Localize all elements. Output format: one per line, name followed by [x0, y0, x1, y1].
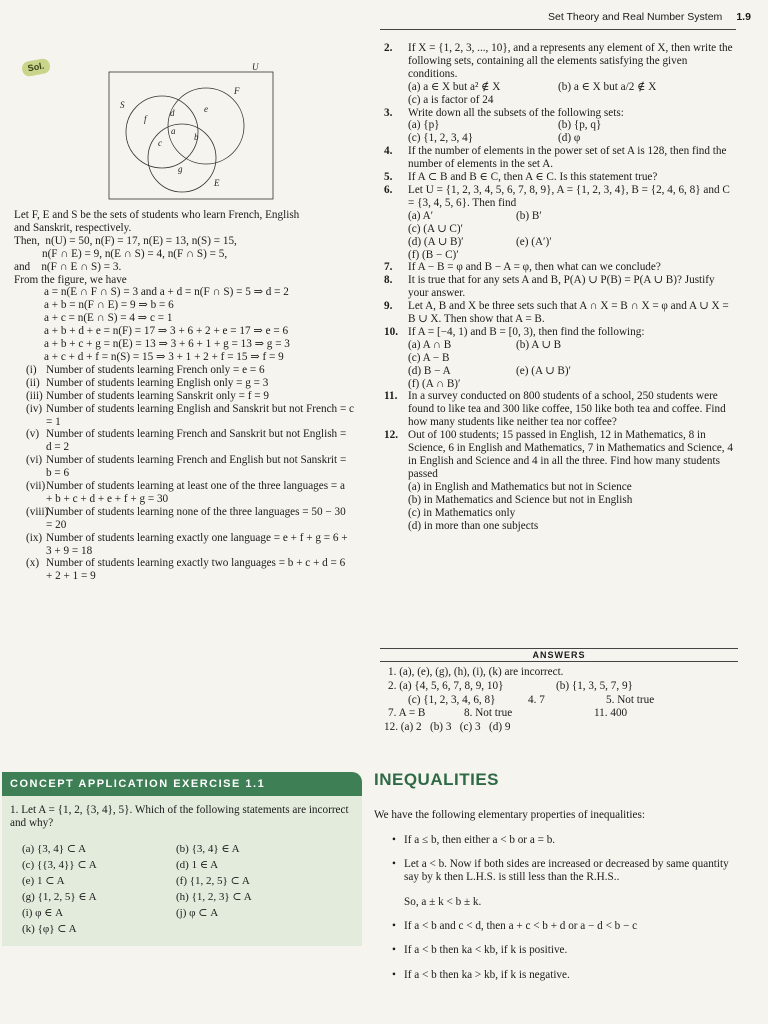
- exercise-option: (c) {{3, 4}} ⊂ A: [22, 859, 97, 871]
- inequalities-intro: We have the following elementary properties of inequalities:: [374, 809, 645, 822]
- equation-line: a + c = n(E ∩ S) = 4 ⇒ c = 1: [44, 312, 173, 325]
- question-subparts: [384, 236, 734, 262]
- question-subparts: [384, 507, 734, 520]
- question-subparts: [384, 365, 734, 391]
- result-item: (ii) Number of students learning English only = g = 3: [26, 376, 269, 389]
- question-subpart: (b) a ∈ X but a/2 ∉ X: [558, 80, 657, 93]
- region-d: d: [170, 108, 175, 118]
- running-header: [548, 11, 751, 23]
- question-text: Out of 100 students; 15 passed in English, 12 in Mathematics, 8 in Science, 6 in English and Mathematics, 7 in Mathematics and Science, 4 in English and Science and 4 in all the three. Find how many students passed: [408, 429, 733, 480]
- question-subpart: (d) in more than one subjects: [408, 519, 539, 532]
- question-text: If the number of elements in the power set of set A is 128, then find the number of elements in the set A.: [408, 145, 727, 171]
- answer-row: 2. (a) {4, 5, 6, 7, 8, 9, 10} (b) {1, 3, 5, 7, 9}: [388, 679, 633, 692]
- question-subpart: (f) (A ∩ B)′: [408, 377, 461, 390]
- question-text: If X = {1, 2, 3, ..., 10}, and a represents any element of X, then write the following sets, containing all the elements satisfying the given conditions.: [408, 42, 733, 80]
- inequality-bullet: • If a < b and c < d, then a + c < b + d or a − d < b − c: [374, 920, 734, 933]
- circle-s: [126, 96, 198, 168]
- question-number: 11.: [384, 390, 398, 403]
- question-subpart: (a) a ∈ X but a² ∉ X: [408, 80, 501, 93]
- question-number: 12.: [384, 429, 398, 442]
- question-item: [384, 107, 734, 120]
- question-subparts: [384, 132, 734, 145]
- question-subparts: [384, 210, 734, 236]
- exercise-option: (g) {1, 2, 5} ∈ A: [22, 891, 97, 903]
- question-number: 7.: [384, 261, 393, 274]
- answer-row: 7. A = B 8. Not true 11. 400: [388, 707, 628, 720]
- question-text: In a survey conducted on 800 students of a school, 250 students were found to like tea and 300 like coffee, 150 like both tea and coffee. Find how many students like neither tea nor coffee?: [408, 390, 726, 429]
- exercise-option: (i) φ ∈ A: [22, 907, 64, 919]
- equation-line: a + b + d + e = n(F) = 17 ⇒ 3 + 6 + 2 + e = 17 ⇒ e = 6: [44, 325, 289, 338]
- exercise-option: (k) {φ} ⊂ A: [22, 923, 77, 935]
- question-item: [384, 171, 734, 184]
- question-text: Let U = {1, 2, 3, 4, 5, 6, 7, 8, 9}, A = {1, 2, 3, 4}, B = {2, 4, 6, 8} and C = {3, 4, 5, 6}. Then find: [408, 183, 730, 209]
- label-e: E: [214, 178, 220, 188]
- question-subparts: [384, 520, 734, 533]
- question-subpart: (b) B′: [516, 209, 542, 222]
- question-item: [384, 42, 734, 81]
- exercise-option: (e) 1 ⊂ A: [22, 875, 65, 887]
- question-subpart: (b) in Mathematics and Science but not in English: [408, 493, 633, 506]
- question-item: [384, 300, 734, 326]
- equation-line: a + c + d + f = n(S) = 15 ⇒ 3 + 1 + 2 + f = 15 ⇒ f = 9: [44, 350, 284, 363]
- question-subpart: (d) (A ∪ B)′: [408, 235, 464, 248]
- result-item: (vii)Number of students learning at least one of the three languages = a + b + c + d + e + f + g = 30: [26, 480, 345, 505]
- inequality-bullet: • If a ≤ b, then either a < b or a = b.: [374, 834, 734, 847]
- question-number: 3.: [384, 106, 393, 119]
- question-number: 6.: [384, 183, 393, 196]
- label-s: S: [120, 100, 125, 110]
- answer-row: 12. (a) 2 (b) 3 (c) 3 (d) 9: [384, 721, 511, 734]
- circle-f: [168, 88, 244, 164]
- question-item: [384, 261, 734, 274]
- result-item: (ix) Number of students learning exactly one language = e + f + g = 6 + 3 + 9 = 18: [26, 531, 348, 557]
- result-item: (vi) Number of students learning French and English but not Sanskrit = b = 6: [26, 454, 347, 480]
- question-item: [384, 145, 734, 171]
- question-text: Write down all the subsets of the following sets:: [408, 106, 624, 119]
- question-number: 5.: [384, 171, 393, 184]
- page-number: 1.9: [736, 11, 751, 23]
- question-item: [384, 326, 734, 339]
- exercise-option: (d) 1 ∈ A: [176, 859, 219, 871]
- equation-line: a + b + c + g = n(E) = 13 ⇒ 3 + 6 + 1 + g = 13 ⇒ g = 3: [44, 338, 290, 351]
- solution-line: From the figure, we have: [14, 273, 127, 286]
- question-item: [384, 390, 734, 429]
- solution-badge: Sol.: [21, 58, 51, 78]
- solution-line: Then, n(U) = 50, n(F) = 17, n(E) = 13, n(S) = 15,: [14, 234, 237, 247]
- inequality-bullet: • Let a < b. Now if both sides are increased or decreased by same quantity say by k then L.H.S. is still less than the R.H.S..: [374, 858, 734, 884]
- question-subparts: [384, 339, 734, 365]
- solution-line: and n(F ∩ E ∩ S) = 3.: [14, 260, 122, 273]
- inequalities-text: [374, 798, 734, 993]
- question-subpart: (c) in Mathematics only: [408, 506, 516, 519]
- question-subpart: (a) A ∩ B: [408, 338, 452, 351]
- region-c: c: [158, 138, 162, 148]
- question-item: [384, 429, 734, 481]
- question-number: 10.: [384, 325, 398, 338]
- question-subpart: (a) {p}: [408, 119, 440, 132]
- inequality-bullet: • If a < b then ka > kb, if k is negative.: [374, 969, 734, 982]
- question-subpart: (a) A′: [408, 209, 434, 222]
- question-number: 9.: [384, 300, 393, 313]
- question-subpart: (b) {p, q}: [558, 119, 602, 132]
- question-subpart: (f) (B − C)′: [408, 248, 459, 261]
- region-f: f: [144, 114, 147, 124]
- question-subpart: (e) (A ∪ B)′: [516, 364, 572, 377]
- question-subparts: [384, 119, 734, 132]
- exercise-option: (f) {1, 2, 5} ⊂ A: [176, 875, 250, 887]
- exercise-option: (h) {1, 2, 3} ⊂ A: [176, 891, 252, 903]
- equation-line: a = n(E ∩ F ∩ S) = 3 and a + d = n(F ∩ S) = 5 ⇒ d = 2: [44, 286, 289, 299]
- question-subparts: [384, 494, 734, 507]
- exercise-question-1: 1. Let A = {1, 2, {3, 4}, 5}. Which of the following statements are incorrect and why?: [10, 804, 349, 829]
- result-item: (x) Number of students learning exactly two languages = b + c + d = 6 + 2 + 1 = 9: [26, 557, 346, 583]
- result-item: (i) Number of students learning French only = e = 6: [26, 363, 265, 376]
- region-g: g: [178, 164, 183, 174]
- question-item: [384, 184, 734, 210]
- venn-diagram: [108, 60, 274, 200]
- result-item: (iii) Number of students learning Sanskrit only = f = 9: [26, 389, 269, 402]
- question-text: If A − B = φ and B − A = φ, then what can we conclude?: [408, 261, 661, 274]
- question-subpart: (c) a is factor of 24: [408, 93, 494, 106]
- region-b: b: [194, 132, 199, 142]
- inequality-bullet: • If a < b then ka < kb, if k is positive.: [374, 944, 734, 957]
- question-subpart: (b) A ∪ B: [516, 338, 562, 351]
- answer-row: (c) {1, 2, 3, 4, 6, 8} 4. 7 5. Not true: [408, 693, 655, 706]
- question-subparts: [384, 81, 734, 94]
- answers-block: [384, 666, 734, 735]
- question-subpart: (c) {1, 2, 3, 4}: [408, 132, 474, 145]
- question-text: If A ⊂ B and B ∈ C, then A ∈ C. Is this statement true?: [408, 171, 658, 184]
- question-text: If A = [−4, 1) and B = [0, 3), then find the following:: [408, 325, 645, 338]
- question-text: It is true that for any sets A and B, P(A) ∪ P(B) = P(A ∪ B)? Justify your answer.: [408, 274, 715, 300]
- answer-row: 1. (a), (e), (g), (h), (i), (k) are incorrect.: [388, 666, 564, 678]
- inequality-note: So, a ± k < b ± k.: [404, 895, 482, 908]
- circle-e: [148, 124, 216, 192]
- header-rule: [380, 29, 736, 30]
- equation-line: a + b = n(F ∩ E) = 9 ⇒ b = 6: [44, 299, 174, 312]
- label-f: F: [234, 86, 240, 96]
- question-subparts: [384, 481, 734, 494]
- question-text: Let A, B and X be three sets such that A ∩ X = B ∩ X = φ and A ∪ X = B ∪ X. Then show that A = B.: [408, 300, 729, 326]
- label-u: U: [252, 62, 259, 72]
- solution-line: n(F ∩ E) = 9, n(E ∩ S) = 4, n(F ∩ S) = 5,: [14, 247, 228, 260]
- venn-svg: [108, 60, 274, 200]
- solution-line: and Sanskrit, respectively.: [14, 221, 132, 234]
- exercise-option: (a) {3, 4} ⊂ A: [22, 843, 87, 855]
- question-subpart: (d) B − A: [408, 364, 451, 377]
- exercise-option: (j) φ ⊂ A: [176, 907, 219, 919]
- exercise-banner: CONCEPT APPLICATION EXERCISE 1.1: [2, 772, 362, 796]
- question-number: 4.: [384, 145, 393, 158]
- question-number: 8.: [384, 274, 393, 287]
- question-subpart: (e) (A′)′: [516, 235, 552, 248]
- question-subpart: (a) in English and Mathematics but not in Science: [408, 480, 632, 493]
- question-subpart: (d) φ: [558, 132, 581, 145]
- result-item: (viii)Number of students learning none of the three languages = 50 − 30 = 20: [26, 505, 346, 531]
- question-subpart: (c) A − B: [408, 351, 450, 364]
- section-title: INEQUALITIES: [374, 770, 500, 789]
- right-questions: [384, 42, 734, 532]
- header-title: Set Theory and Real Number System: [548, 11, 723, 23]
- region-a: a: [171, 126, 176, 136]
- exercise-option: (b) {3, 4} ∈ A: [176, 843, 240, 855]
- solution-line: Let F, E and S be the sets of students who learn French, English: [14, 209, 300, 221]
- question-item: [384, 274, 734, 300]
- answers-heading: ANSWERS: [380, 648, 738, 662]
- question-number: 2.: [384, 42, 393, 54]
- region-e: e: [204, 104, 208, 114]
- solution-text: [14, 209, 354, 583]
- question-subparts: [384, 94, 734, 107]
- question-subpart: (c) (A ∪ C)′: [408, 222, 464, 235]
- result-item: (v) Number of students learning French and Sanskrit but not English = d = 2: [26, 428, 347, 454]
- result-item: (iv) Number of students learning English and Sanskrit but not French = c = 1: [26, 402, 355, 428]
